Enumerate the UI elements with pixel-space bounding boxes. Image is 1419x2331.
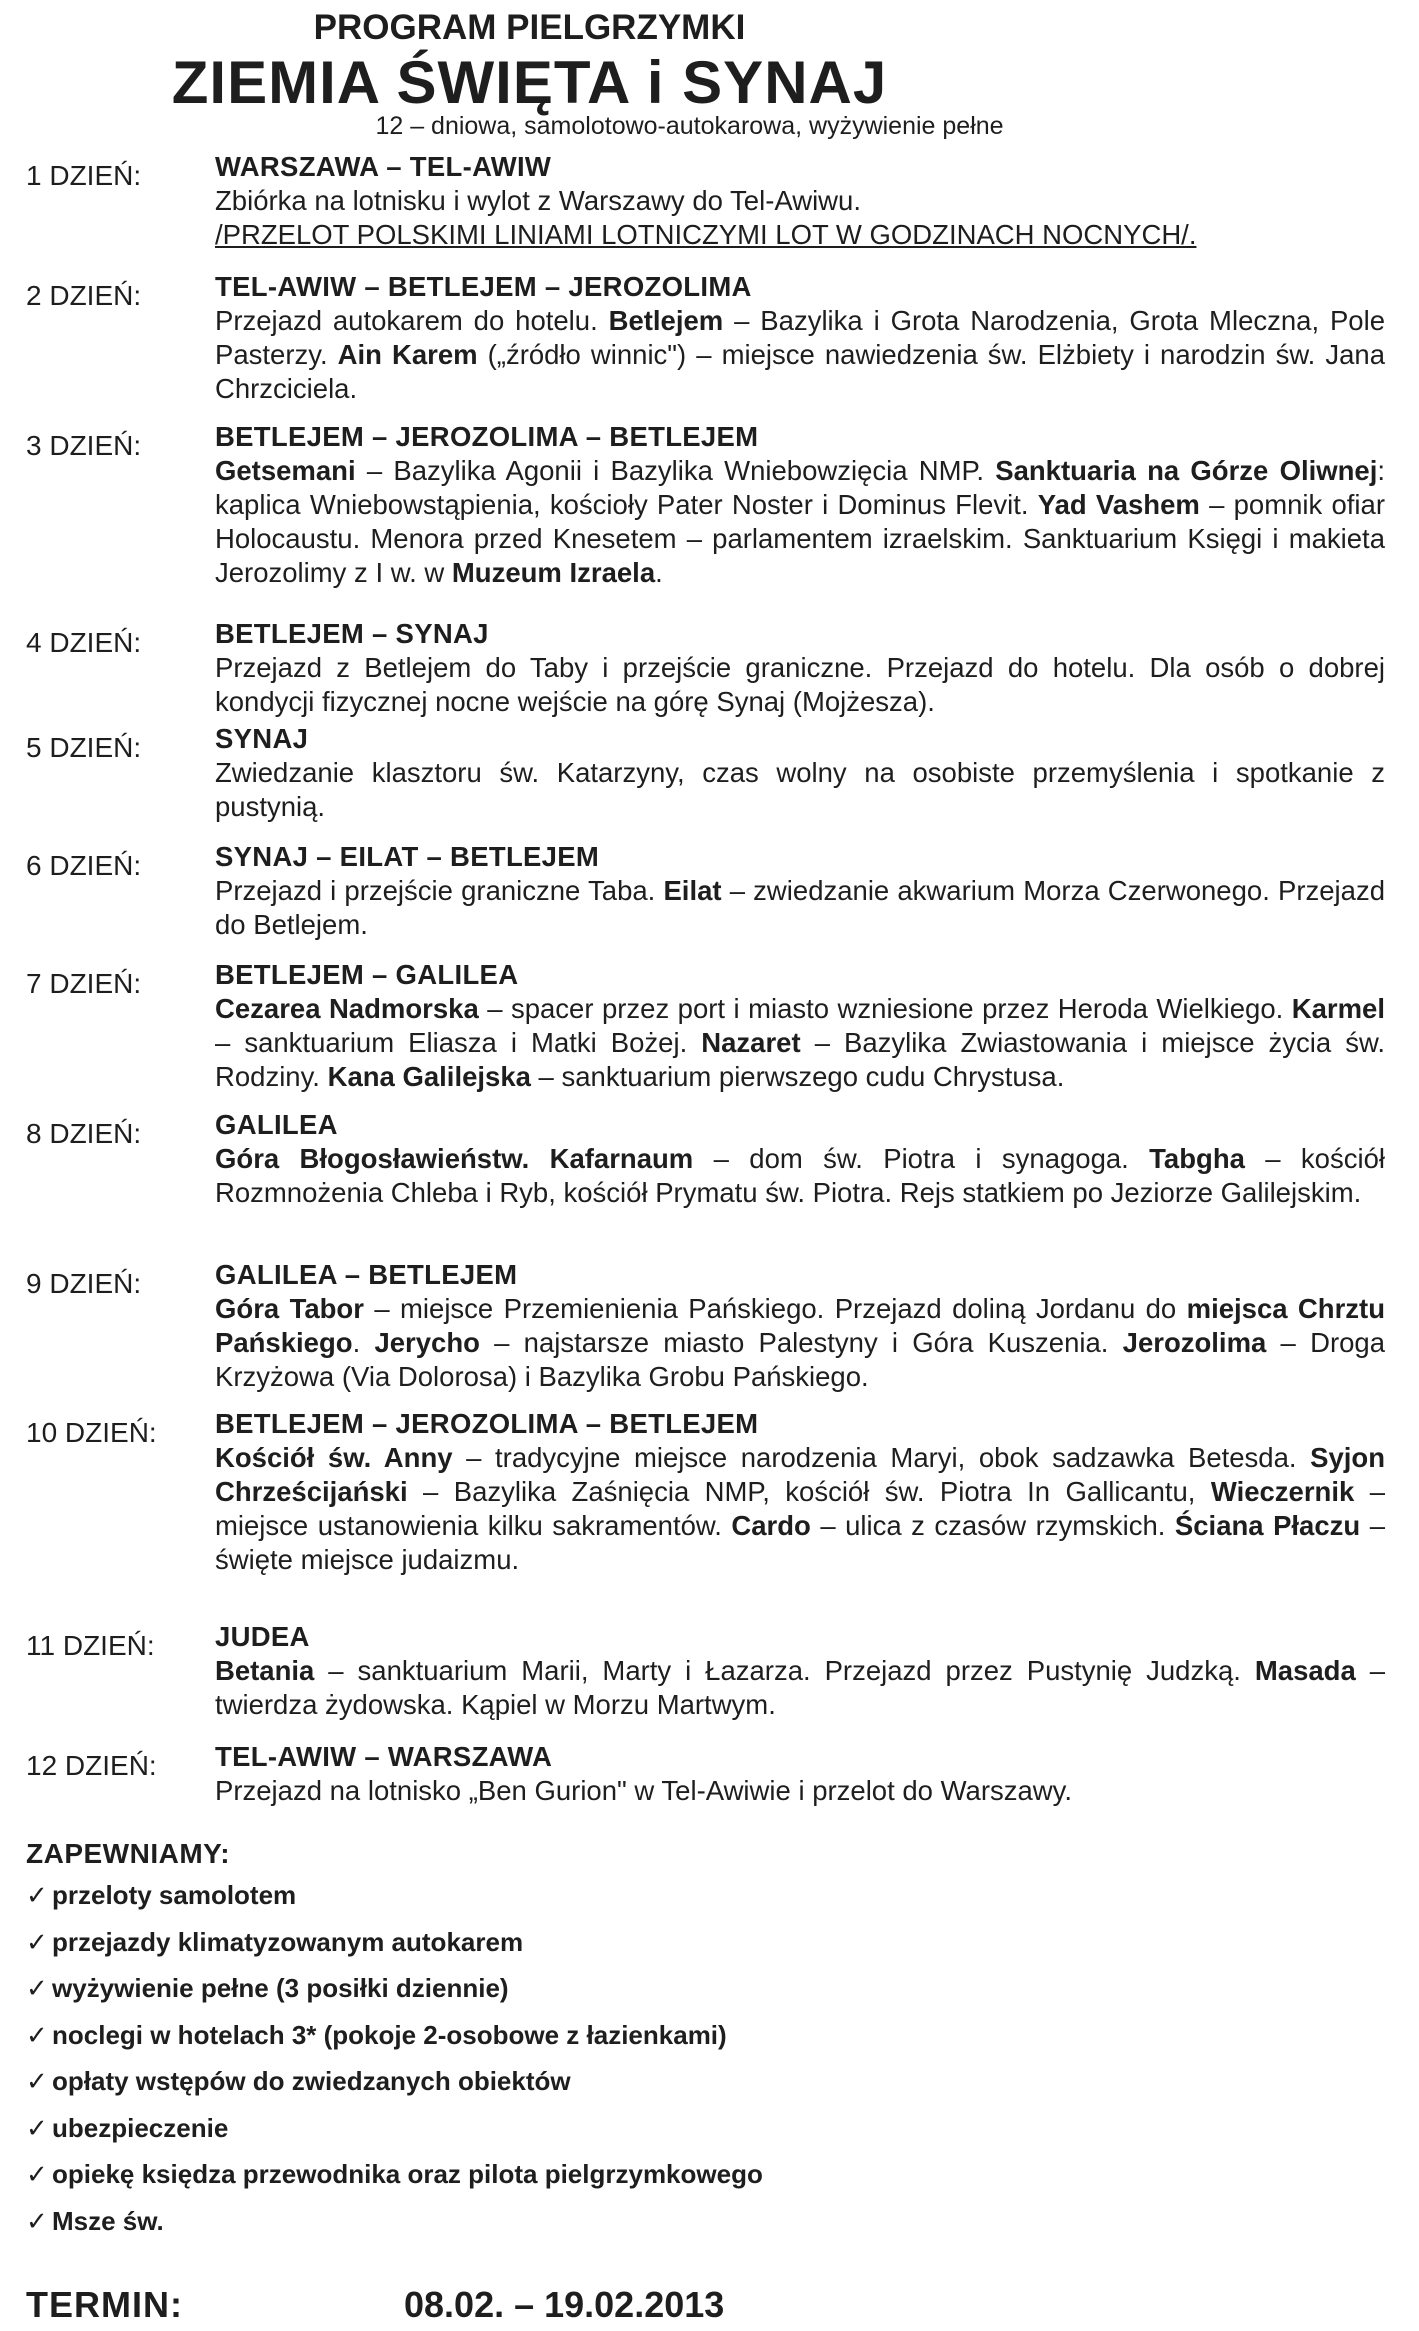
day-description xyxy=(215,992,1385,1094)
day-title: SYNAJ – EILAT – BETLEJEM xyxy=(215,841,600,872)
highlight-place: Getsemani xyxy=(215,455,356,486)
day-description xyxy=(215,1142,1385,1210)
text-segment: – spacer przez port i miasto wzniesione przez Heroda Wielkiego. xyxy=(478,993,1292,1024)
guarantee-item xyxy=(26,1880,763,1927)
day-description xyxy=(215,1441,1385,1577)
day-title: BETLEJEM – SYNAJ xyxy=(215,618,489,649)
highlight-place: Ściana Płaczu xyxy=(1174,1510,1361,1541)
day-description xyxy=(215,651,1385,719)
text-segment: – miejsce Przemienienia Pańskiego. Przejazd doliną Jordanu do xyxy=(363,1293,1187,1324)
checkmark-icon: ✓ xyxy=(26,1926,48,1957)
guarantee-item xyxy=(26,2159,763,2206)
text-segment: – kościół Rozmnożenia Chleba i Ryb, kościół Prymatu św. Piotra. Rejs statkiem po Jeziorze Galilejskim. xyxy=(215,1143,1385,1208)
text-segment: – ulica z czasów rzymskich. xyxy=(810,1510,1175,1541)
day-description xyxy=(215,454,1385,590)
highlight-place: Yad Vashem xyxy=(1037,489,1200,520)
text-segment: („źródło winnic") – miejsce nawiedzenia św. Elżbiety i narodzin św. Jana Chrzciciela. xyxy=(215,339,1386,404)
day-body xyxy=(215,1620,1385,1722)
text-segment: – najstarsze miasto Palestyny i Góra Kuszenia. xyxy=(479,1327,1123,1358)
highlight-place: Kana Galilejska xyxy=(327,1061,531,1092)
text-segment: : kaplica Wniebowstąpienia, kościoły Pater Noster i Dominus Flevit. xyxy=(215,455,1386,520)
day-title: BETLEJEM – JEROZOLIMA – BETLEJEM xyxy=(215,421,759,452)
guarantee-item-text: opłaty wstępów do zwiedzanych obiektów xyxy=(52,2066,571,2096)
text-segment: – sanktuarium Marii, Marty i Łazarza. Przejazd przez Pustynię Judzką. xyxy=(314,1655,1255,1686)
checkmark-icon: ✓ xyxy=(26,1880,48,1910)
highlight-place: Nazaret xyxy=(701,1027,801,1058)
highlight-place: Jerozolima xyxy=(1122,1327,1267,1358)
highlight-place: Sanktuaria na Górze Oliwnej xyxy=(995,455,1378,486)
highlight-place: Syjon Chrześcijański xyxy=(215,1442,1385,1507)
highlight-place: Muzeum Izraela xyxy=(451,557,656,588)
day-label: 7 DZIEŃ: xyxy=(26,968,142,999)
day-label: 10 DZIEŃ: xyxy=(26,1417,157,1448)
text-segment: – Bazylika Agonii i Bazylika Wniebowzięcia NMP. xyxy=(355,455,996,486)
highlight-place: Ain Karem xyxy=(337,339,478,370)
day-title: BETLEJEM – GALILEA xyxy=(215,959,519,990)
day-body xyxy=(215,1108,1385,1210)
highlight-place: Eilat xyxy=(663,875,722,906)
flight-note: /PRZELOT POLSKIMI LINIAMI LOTNICZYMI LOT W GODZINACH NOCNYCH/. xyxy=(215,219,1197,250)
day-label: 8 DZIEŃ: xyxy=(26,1118,142,1149)
highlight-place: Wieczernik xyxy=(1210,1476,1355,1507)
guarantee-item-text: przejazdy klimatyzowanym autokarem xyxy=(52,1926,524,1957)
document-pretitle: PROGRAM PIELGRZYMKI xyxy=(313,8,746,47)
text-segment: Zwiedzanie klasztoru św. Katarzyny, czas wolny na osobiste przemyślenia i spotkanie z pustynią. xyxy=(215,757,1385,822)
text-segment: – sanktuarium pierwszego cudu Chrystusa. xyxy=(530,1061,1065,1092)
guarantee-item xyxy=(26,2206,763,2253)
guarantee-item xyxy=(26,2113,763,2160)
guarantee-item-text: noclegi w hotelach 3* (pokoje 2-osobowe z łazienkami) xyxy=(52,2019,727,2050)
text-segment: – twierdza żydowska. Kąpiel w Morzu Martwym. xyxy=(215,1655,1386,1720)
text-segment: – święte miejsce judaizmu. xyxy=(215,1510,1385,1575)
checkmark-icon: ✓ xyxy=(26,2205,48,2236)
day-body xyxy=(215,1407,1385,1577)
text-segment: – Droga Krzyżowa (Via Dolorosa) i Bazylika Grobu Pańskiego. xyxy=(215,1327,1385,1392)
day-description xyxy=(215,304,1385,406)
day-description xyxy=(215,756,1385,824)
highlight-place: Betlejem xyxy=(608,305,724,336)
guarantee-list xyxy=(26,1880,763,2252)
guarantee-item-text: przeloty samolotem xyxy=(52,1880,297,1910)
text-segment: – pomnik ofiar Holocaustu. Menora przed Knesetem – parlamentem izraelskim. Sanktuarium Księgi i makieta Jerozolimy z I w. w xyxy=(215,489,1385,588)
day-label: 6 DZIEŃ: xyxy=(26,850,142,881)
day-title: SYNAJ xyxy=(215,723,309,754)
day-body xyxy=(215,150,1385,252)
day-label: 1 DZIEŃ: xyxy=(26,160,142,191)
day-description xyxy=(215,184,1385,218)
text-segment: Przejazd z Betlejem do Taby i przejście graniczne. Przejazd do hotelu. Dla osób o dobrej kondycji fizycznej nocne wejście na górę Synaj (Mojżesza). xyxy=(215,652,1385,717)
text-segment: Przejazd i przejście graniczne Taba. xyxy=(215,875,664,906)
day-title: WARSZAWA – TEL-AWIW xyxy=(215,151,552,182)
highlight-place: Jerycho xyxy=(374,1327,480,1358)
day-body xyxy=(215,420,1385,590)
term-label: TERMIN: xyxy=(26,2284,183,2325)
guarantee-item-text: ubezpieczenie xyxy=(52,2112,229,2143)
text-segment: – Bazylika i Grota Narodzenia, Grota Mleczna, Pole Pasterzy. xyxy=(215,305,1386,370)
text-segment: – zwiedzanie akwarium Morza Czerwonego. Przejazd do Betlejem. xyxy=(215,875,1385,940)
day-description xyxy=(215,1292,1385,1394)
day-label: 11 DZIEŃ: xyxy=(26,1630,155,1661)
day-title: GALILEA xyxy=(215,1109,338,1140)
day-body xyxy=(215,958,1385,1094)
document-title: ZIEMIA ŚWIĘTA i SYNAJ xyxy=(171,49,888,116)
day-label: 9 DZIEŃ: xyxy=(26,1268,142,1299)
term-value: 08.02. – 19.02.2013 xyxy=(404,2284,725,2325)
day-label: 12 DZIEŃ: xyxy=(26,1750,157,1781)
highlight-place: Góra Tabor xyxy=(215,1293,364,1324)
checkmark-icon: ✓ xyxy=(26,2066,48,2096)
checkmark-icon: ✓ xyxy=(26,1973,48,2003)
guarantee-item xyxy=(26,2066,763,2113)
checkmark-icon: ✓ xyxy=(26,2112,48,2143)
text-segment: . xyxy=(352,1327,375,1358)
text-segment: Zbiórka na lotnisku i wylot z Warszawy do Tel-Awiwu. xyxy=(215,185,861,216)
day-body xyxy=(215,270,1385,406)
day-title: TEL-AWIW – WARSZAWA xyxy=(215,1741,553,1772)
guarantee-item xyxy=(26,2020,763,2067)
highlight-place: Karmel xyxy=(1291,993,1385,1024)
day-body xyxy=(215,1258,1385,1394)
text-segment: – tradycyjne miejsce narodzenia Maryi, obok sadzawka Betesda. xyxy=(452,1442,1311,1473)
highlight-place: Cardo xyxy=(731,1510,811,1541)
day-label: 4 DZIEŃ: xyxy=(26,627,142,658)
checkmark-icon: ✓ xyxy=(26,2019,48,2050)
day-label: 5 DZIEŃ: xyxy=(26,732,142,763)
day-body xyxy=(215,722,1385,824)
day-title: TEL-AWIW – BETLEJEM – JEROZOLIMA xyxy=(215,271,752,302)
highlight-place: Cezarea Nadmorska xyxy=(215,993,479,1024)
day-description xyxy=(215,1774,1385,1808)
highlight-place: Betania xyxy=(215,1655,315,1686)
day-description xyxy=(215,1654,1385,1722)
day-description xyxy=(215,874,1385,942)
text-segment: Przejazd autokarem do hotelu. xyxy=(215,305,609,336)
highlight-place: Góra Błogosławieństw. Kafarnaum xyxy=(215,1143,694,1174)
checkmark-icon: ✓ xyxy=(26,2159,48,2189)
day-title: GALILEA – BETLEJEM xyxy=(215,1259,518,1290)
day-title: BETLEJEM – JEROZOLIMA – BETLEJEM xyxy=(215,1408,759,1439)
guarantee-item-text: wyżywienie pełne (3 posiłki dziennie) xyxy=(52,1973,509,2003)
guarantee-title: ZAPEWNIAMY: xyxy=(26,1838,231,1869)
guarantee-item xyxy=(26,1973,763,2020)
text-segment: – Bazylika Zaśnięcia NMP, kościół św. Piotra In Gallicantu, xyxy=(407,1476,1211,1507)
text-segment: Przejazd na lotnisko „Ben Gurion" w Tel-Awiwie i przelot do Warszawy. xyxy=(215,1775,1072,1806)
highlight-place: Kościół św. Anny xyxy=(215,1442,453,1473)
day-body xyxy=(215,840,1385,942)
highlight-place: Masada xyxy=(1254,1655,1356,1686)
text-segment: . xyxy=(655,557,663,588)
day-label: 2 DZIEŃ: xyxy=(26,280,142,311)
guarantee-item-text: Msze św. xyxy=(52,2205,164,2236)
text-segment: – miejsce ustanowienia kilku sakramentów. xyxy=(215,1476,1385,1541)
day-label: 3 DZIEŃ: xyxy=(26,430,142,461)
highlight-place: miejsca Chrztu Pańskiego xyxy=(215,1293,1385,1358)
text-segment: – dom św. Piotra i synagoga. xyxy=(693,1143,1150,1174)
document-subtitle: 12 – dniowa, samolotowo-autokarowa, wyżywienie pełne xyxy=(375,112,1004,140)
highlight-place: Tabgha xyxy=(1149,1143,1245,1174)
guarantee-item xyxy=(26,1927,763,1974)
text-segment: – Bazylika Zwiastowania i miejsce życia św. Rodziny. xyxy=(215,1027,1385,1092)
day-title: JUDEA xyxy=(215,1621,310,1652)
day-body xyxy=(215,1740,1385,1808)
day-body xyxy=(215,617,1385,719)
text-segment: – sanktuarium Eliasza i Matki Bożej. xyxy=(215,1027,702,1058)
guarantee-item-text: opiekę księdza przewodnika oraz pilota pielgrzymkowego xyxy=(52,2159,763,2189)
